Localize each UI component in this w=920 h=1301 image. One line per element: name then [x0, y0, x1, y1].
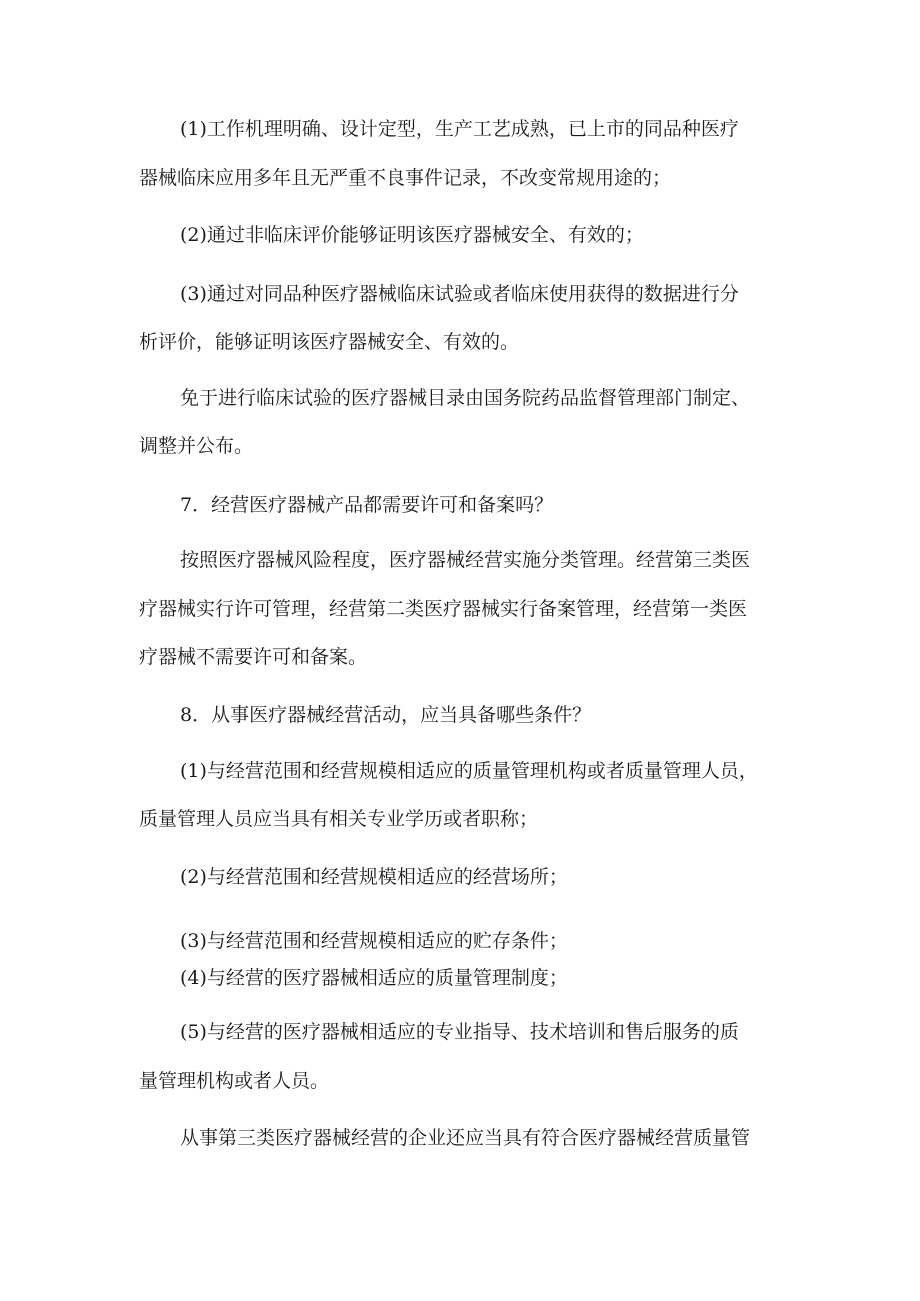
- paragraph-line: 析评价，能够证明该医疗器械安全、有效的。: [139, 331, 520, 353]
- paragraph-line: 免于进行临床试验的医疗器械目录由国务院药品监督管理部门制定、: [180, 387, 751, 409]
- paragraph-line: (3)通过对同品种医疗器械临床试验或者临床使用获得的数据进行分: [180, 283, 739, 305]
- question-heading: 7．经营医疗器械产品都需要许可和备案吗？: [180, 494, 554, 516]
- paragraph-line: (4)与经营的医疗器械相适应的质量管理制度；: [180, 967, 568, 989]
- paragraph-line: 量管理机构或者人员。: [139, 1070, 330, 1092]
- paragraph-line: (5)与经营的医疗器械相适应的专业指导、技术培训和售后服务的质: [180, 1021, 739, 1043]
- paragraph-line: (1)与经营范围和经营规模相适应的质量管理机构或者质量管理人员，: [180, 760, 758, 782]
- paragraph-line: (1)工作机理明确、设计定型，生产工艺成熟，已上市的同品种医疗: [180, 118, 739, 140]
- paragraph-line: 疗器械实行许可管理，经营第二类医疗器械实行备案管理，经营第一类医: [139, 598, 748, 620]
- paragraph-line: 按照医疗器械风险程度，医疗器械经营实施分类管理。经营第三类医: [180, 549, 751, 571]
- paragraph-line: 质量管理人员应当具有相关专业学历或者职称；: [139, 808, 539, 830]
- paragraph-line: 疗器械不需要许可和备案。: [139, 646, 368, 668]
- question-heading: 8．从事医疗器械经营活动，应当具备哪些条件？: [180, 704, 592, 726]
- paragraph-line: (3)与经营范围和经营规模相适应的贮存条件；: [180, 930, 568, 952]
- paragraph-line: 从事第三类医疗器械经营的企业还应当具有符合医疗器械经营质量管: [180, 1127, 751, 1149]
- paragraph-line: 器械临床应用多年且无严重不良事件记录，不改变常规用途的；: [139, 167, 672, 189]
- paragraph-line: (2)通过非临床评价能够证明该医疗器械安全、有效的；: [180, 224, 644, 246]
- paragraph-line: 调整并公布。: [139, 435, 254, 457]
- paragraph-line: (2)与经营范围和经营规模相适应的经营场所；: [180, 866, 568, 888]
